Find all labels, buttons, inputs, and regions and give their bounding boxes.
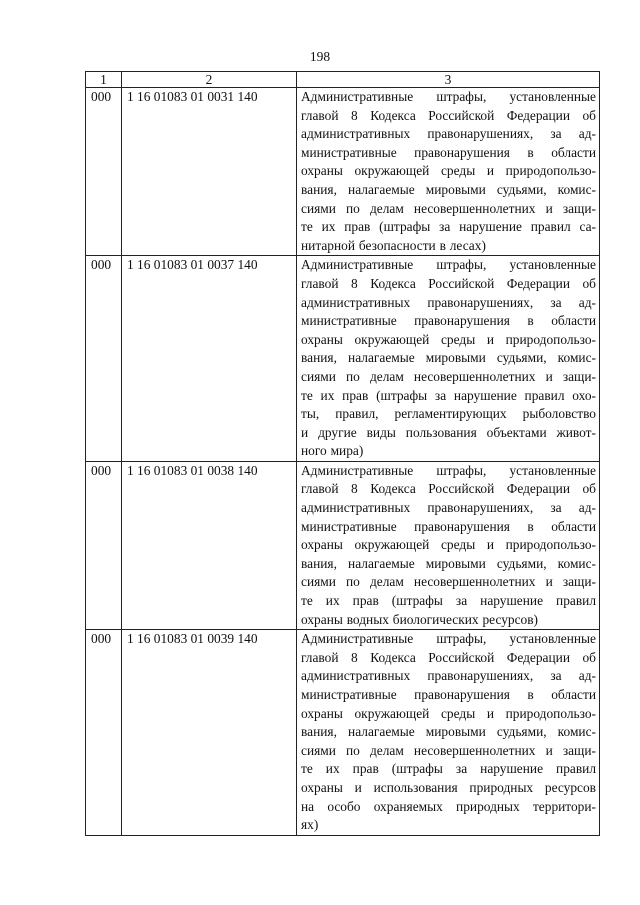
description-line: охраны и использования природных ресурсов — [301, 779, 596, 795]
description-line: Административные штрафы, установленные — [301, 462, 596, 478]
description-line: нитарной безопасности в лесах) — [301, 237, 486, 253]
classification-table — [85, 71, 600, 836]
description-line: Административные штрафы, установленные — [301, 89, 596, 104]
table-row — [86, 88, 600, 256]
column-header-3: 3 — [297, 72, 600, 88]
description-line: сиями по делам несовершеннолетних и защи- — [301, 574, 596, 590]
description-line: вания, налагаемые мировыми судьями, комис- — [301, 350, 596, 366]
column-header-2: 2 — [122, 72, 297, 88]
description-line: главой 8 Кодекса Российской Федерации об — [301, 481, 596, 497]
table-header-row — [86, 72, 600, 88]
description-cell — [297, 256, 600, 462]
table-row — [86, 630, 600, 836]
page-number: 198 — [309, 49, 331, 64]
description-line: те их прав (штрафы за нарушение правил — [301, 593, 596, 609]
admin-code-cell: 000 — [86, 461, 122, 629]
description-line: министративные правонарушения в области — [301, 313, 596, 329]
description-line: министративные правонарушения в области — [301, 144, 596, 160]
table-row — [86, 256, 600, 462]
description-cell — [297, 461, 600, 629]
description-line: вания, налагаемые мировыми судьями, комис- — [301, 555, 596, 571]
description-line: охраны окружающей среды и природопользо- — [301, 537, 596, 553]
column-header-1: 1 — [86, 72, 122, 88]
kbk-code-cell: 1 16 01083 01 0038 140 — [122, 461, 297, 629]
description-line: и другие виды пользования объектами живот- — [301, 424, 596, 440]
description-line: ях) — [301, 817, 319, 833]
description-line: министративные правонарушения в области — [301, 687, 596, 702]
kbk-code-cell: 1 16 01083 01 0031 140 — [122, 88, 297, 256]
kbk-code-cell: 1 16 01083 01 0037 140 — [122, 256, 297, 462]
description-cell — [297, 88, 600, 256]
description-line: министративные правонарушения в области — [301, 518, 596, 534]
description-line: те их прав (штрафы за нарушение правил — [301, 761, 596, 777]
description-line: административных правонарушениях, за ад- — [301, 294, 596, 310]
description-line: главой 8 Кодекса Российской Федерации об — [301, 275, 596, 291]
description-line: Административные штрафы, установленные — [301, 631, 596, 647]
description-line: административных правонарушениях, за ад- — [301, 668, 596, 684]
description-line: те их прав (штрафы за нарушение правил охо- — [301, 387, 596, 403]
description-line: сиями по делам несовершеннолетних и защи- — [301, 200, 596, 216]
description-line: ты, правил, регламентирующих рыболовство — [301, 406, 596, 422]
description-line: главой 8 Кодекса Российской Федерации об — [301, 649, 596, 665]
admin-code-cell: 000 — [86, 256, 122, 462]
admin-code-cell: 000 — [86, 630, 122, 836]
description-cell — [297, 630, 600, 836]
description-line: охраны окружающей среды и природопользо- — [301, 705, 596, 721]
admin-code-cell: 000 — [86, 88, 122, 256]
description-line: главой 8 Кодекса Российской Федерации об — [301, 107, 596, 123]
description-line: те их прав (штрафы за нарушение правил са- — [301, 219, 596, 235]
description-line: сиями по делам несовершеннолетних и защи- — [301, 368, 596, 384]
description-line: на особо охраняемых природных территори- — [301, 798, 596, 814]
description-line: вания, налагаемые мировыми судьями, комис- — [301, 181, 596, 197]
kbk-code-cell: 1 16 01083 01 0039 140 — [122, 630, 297, 836]
description-line: административных правонарушениях, за ад- — [301, 500, 596, 516]
description-line: Административные штрафы, установленные — [301, 257, 596, 273]
description-line: сиями по делам несовершеннолетних и защи- — [301, 742, 596, 758]
description-line: охраны водных биологических ресурсов) — [301, 611, 539, 627]
description-line: охраны окружающей среды и природопользо- — [301, 331, 596, 347]
table-row — [86, 461, 600, 629]
description-line: охраны окружающей среды и природопользо- — [301, 163, 596, 179]
table-body — [86, 88, 600, 836]
description-line: вания, налагаемые мировыми судьями, комис- — [301, 724, 596, 740]
description-line: ного мира) — [301, 443, 364, 459]
description-line: административных правонарушениях, за ад- — [301, 126, 596, 142]
